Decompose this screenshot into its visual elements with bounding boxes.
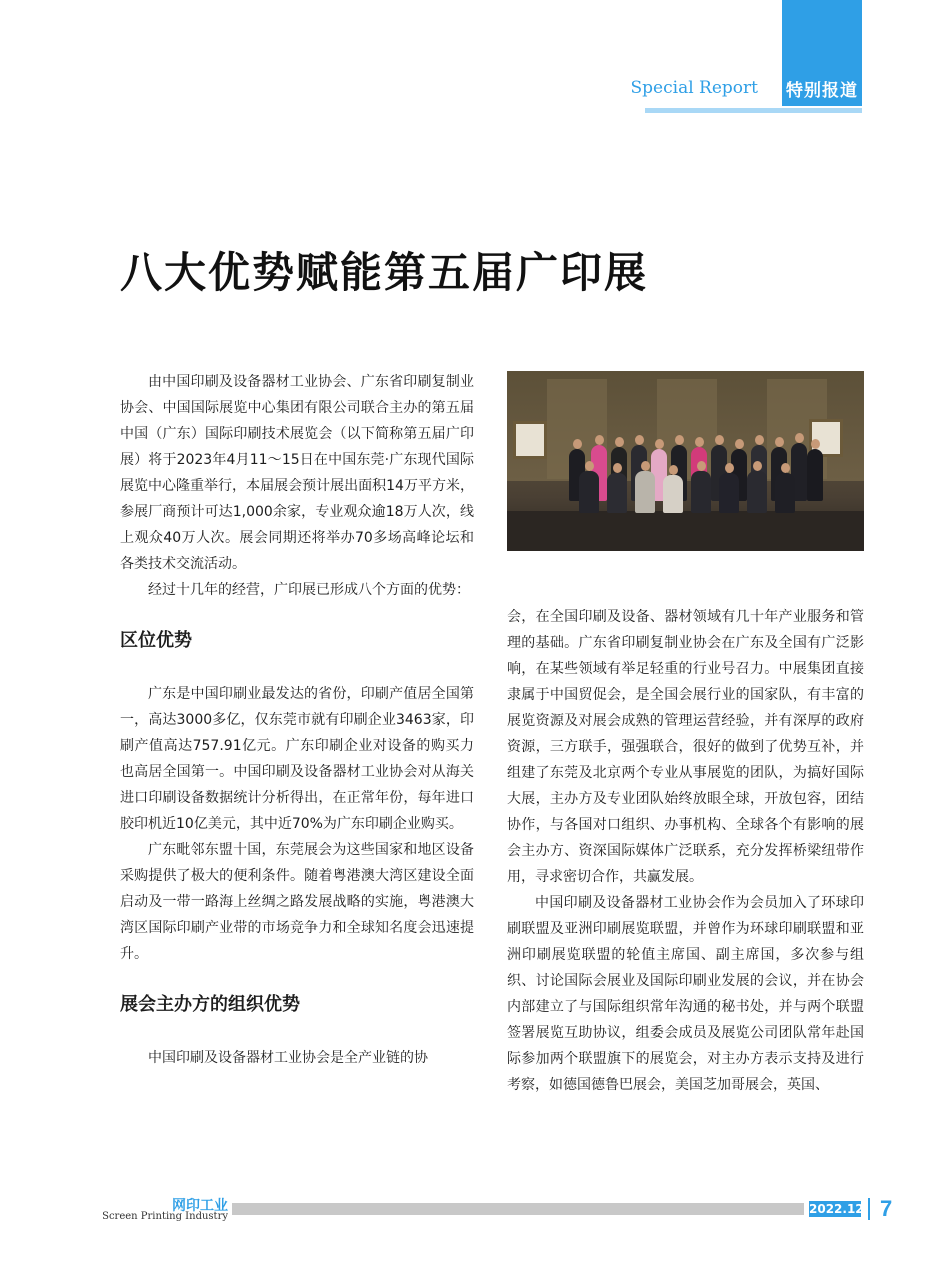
location-paragraph-2: 广东毗邻东盟十国，东莞展会为这些国家和地区设备采购提供了极大的便利条件。随着粤港澳大湾区建设全面启动及一带一路海上丝绸之路发展战略的实施，粤港澳大湾区国际印刷产业带的市场竞争力和全球知名度会迅速提升。	[120, 842, 474, 962]
magazine-logo-cn: 网印工业	[172, 1198, 228, 1214]
header-divider	[645, 108, 862, 113]
page-title: 八大优势赋能第五届广印展	[120, 248, 649, 297]
intro-paragraph: 由中国印刷及设备器材工业协会、广东省印刷复制业协会、中国国际展览中心集团有限公司联合主办的第五届中国（广东）国际印刷技术展览会（以下简称第五届广印展）将于2023年4月11～15日在中国东莞·广东现代国际展览中心隆重举行，本届展会预计展出面积14万平方米，参展厂商预计可达1,000余家，专业观众逾18万人次，线上观众40万人次。展会同期还将举办70多场高峰论坛和各类技术交流活动。	[120, 374, 474, 572]
section-label-en: Special Report	[630, 78, 758, 98]
organizer-paragraph-1: 中国印刷及设备器材工业协会是全产业链的协	[148, 1050, 428, 1066]
page-number: 7	[880, 1196, 893, 1221]
organizer-paragraph-2: 中国印刷及设备器材工业协会作为会员加入了环球印刷联盟及亚洲印刷展览联盟，并曾作为环球印刷联盟和亚洲印刷展览联盟的轮值主席国、副主席国，多次参与组织、讨论国际会展业及国际印刷业发展的会议，并在协会内部建立了与国际组织常年沟通的秘书处，并与两个联盟签署展览互助协议，组委会成员及展览公司团队常年赴国际参加两个联盟旗下的展览会，对主办方表示支持及进行考察，如德国德鲁巴展会，美国芝加哥展会，英国、	[507, 895, 864, 1093]
intro-paragraph-2: 经过十几年的经营，广印展已形成八个方面的优势：	[148, 582, 470, 598]
section-label-cn: 特别报道	[786, 81, 858, 101]
group-photo	[507, 371, 864, 551]
footer-bar	[232, 1203, 804, 1215]
organizer-paragraph-continued: 会，在全国印刷及设备、器材领域有几十年产业服务和管理的基础。广东省印刷复制业协会在广东及全国有广泛影响，在某些领域有举足轻重的行业号召力。中展集团直接隶属于中国贸促会，是全国会展行业的国家队，有丰富的展览资源及对展会成熟的管理运营经验，并有深厚的政府资源，三方联手，强强联合，很好的做到了优势互补，并组建了东莞及北京两个专业从事展览的团队，为搞好国际大展，主办方及专业团队始终放眼全球，开放包容，团结协作，与各国对口组织、办事机构、全球各个有影响的展会主办方、资深国际媒体广泛联系，充分发挥桥梁纽带作用，寻求密切合作，共赢发展。	[507, 609, 864, 885]
location-paragraph-1: 广东是中国印刷业最发达的省份，印刷产值居全国第一，高达3000多亿，仅东莞市就有印刷企业3463家，印刷产值高达757.91亿元。广东印刷企业对设备的购买力也高居全国第一。中国印刷及设备器材工业协会对从海关进口印刷设备数据统计分析得出，在正常年份，每年进口胶印机近10亿美元，其中近70%为广东印刷企业购买。	[120, 686, 474, 832]
footer-separator	[868, 1198, 870, 1220]
issue-badge: 2022.12	[809, 1202, 864, 1216]
right-column	[507, 604, 864, 1098]
magazine-logo-en: Screen Printing Industry	[102, 1211, 228, 1222]
left-column	[120, 369, 474, 1071]
heading-organizer-advantage: 展会主办方的组织优势	[120, 994, 300, 1015]
heading-location-advantage: 区位优势	[120, 630, 192, 651]
